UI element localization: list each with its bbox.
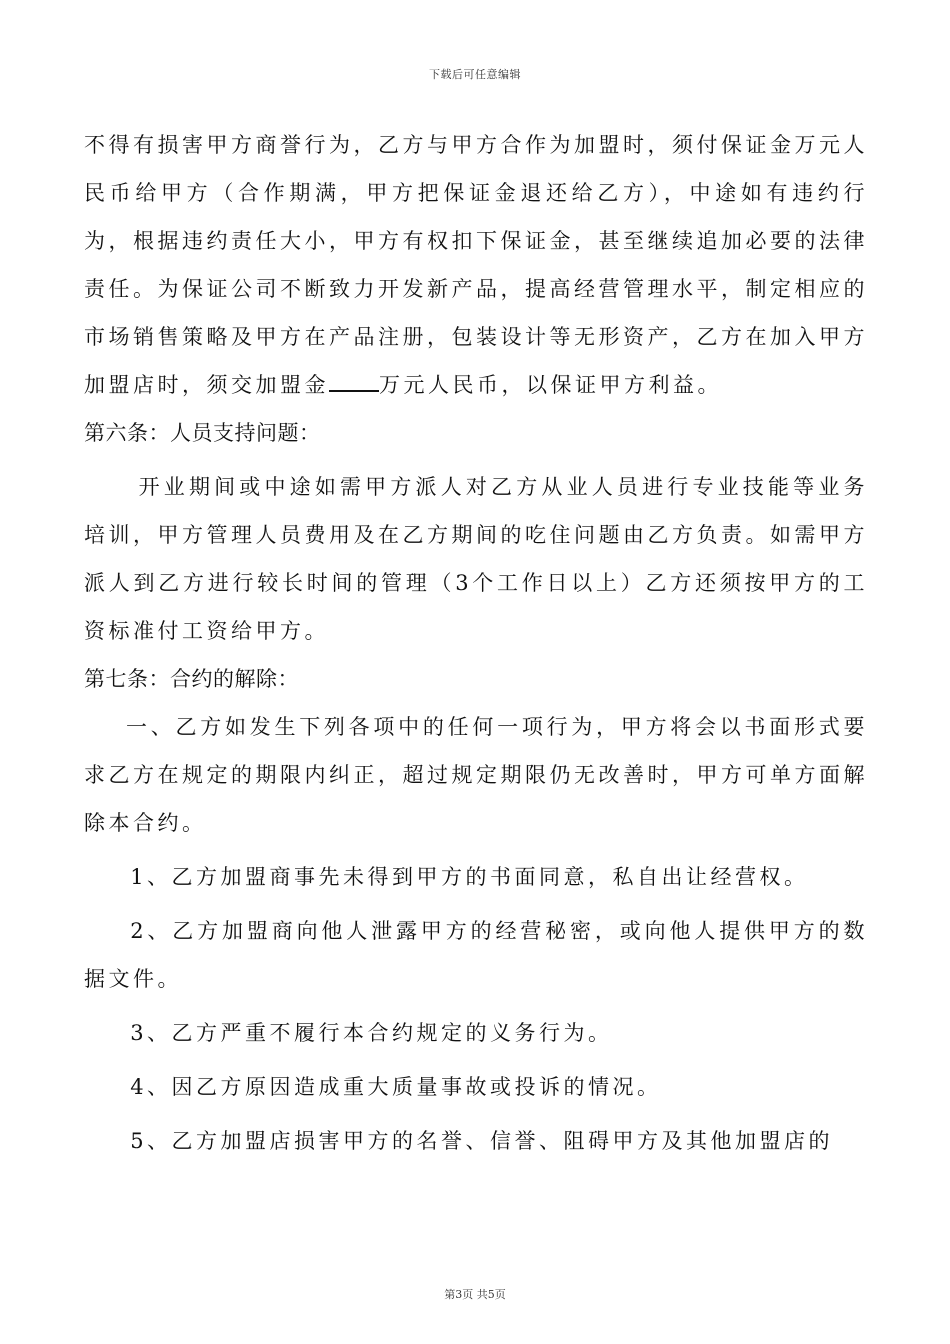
list-item: 2、乙方加盟商向他人泄露甲方的经营秘密，或向他人提供甲方的数据文件。 [84,919,868,991]
page-header: 下载后可任意编辑 [429,68,521,81]
article-6-heading: 第六条：人员支持问题： [84,421,321,445]
article-7-heading: 第七条：合约的解除： [84,667,299,691]
page-footer: 第3页 共5页 [444,1288,506,1301]
list-item: 5、乙方加盟店损害甲方的名誉、信誉、阻碍甲方及其他加盟店的 [130,1129,834,1153]
paragraph-deposit-text: 不得有损害甲方商誉行为，乙方与甲方合作为加盟时，须付保证金万元人民币给甲方（合作期满，甲方把保证金退还给乙方），中途如有违约行为，根据违约责任大小，甲方有权扣下保证金，甚至继续追加必要的法律责任。为保证公司不断致力开发新产品，提高经营管理水平，制定相应的市场销售策略及甲方在产品注册，包装设计等无形资产，乙方在加入甲方加盟店时，须交加盟金 [84,133,868,397]
document-body [84,121,868,1165]
blank-underline [329,372,379,392]
article-6-body: 开业期间或中途如需甲方派人对乙方从业人员进行专业技能等业务培训，甲方管理人员费用及在乙方期间的吃住问题由乙方负责。如需甲方派人到乙方进行较长时间的管理（3个工作日以上）乙方还须按甲方的工资标准付工资给甲方。 [84,475,868,643]
list-item: 1、乙方加盟商事先未得到甲方的书面同意，私自出让经营权。 [130,865,809,889]
list-item: 4、因乙方原因造成重大质量事故或投诉的情况。 [130,1075,662,1099]
article-7-intro: 一、乙方如发生下列各项中的任何一项行为，甲方将会以书面形式要求乙方在规定的期限内纠正，超过规定期限仍无改善时，甲方可单方面解除本合约。 [84,715,868,835]
list-item: 3、乙方严重不履行本合约规定的义务行为。 [130,1021,613,1045]
paragraph-deposit [84,121,868,409]
paragraph-deposit-text-end: 万元人民币，以保证甲方利益。 [379,373,722,397]
